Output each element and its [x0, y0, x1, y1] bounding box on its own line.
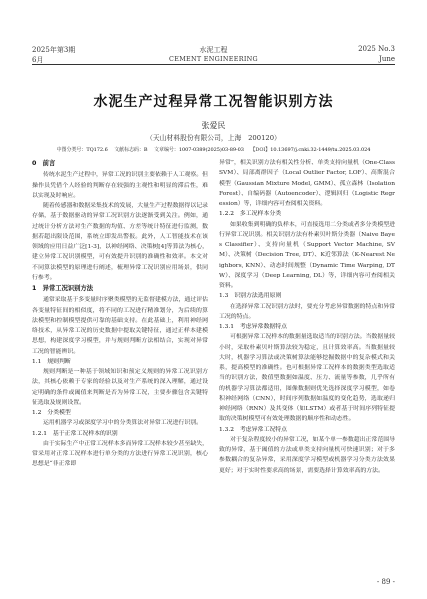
body-paragraph: 规则判断是一种基于领域知识和预定义规则的异常工况识别方法，其核心依赖于专家的经验以及对生产系统的深入理解，通过设定明确的条件或阈值来判断是否为异常工况，主要步骤包含关键特征选取及规则设置。: [32, 369, 208, 406]
article-affiliation: （天山材料股份有限公司，上海 200120）: [146, 134, 281, 142]
header-rule: [32, 64, 395, 65]
section-heading: 1.2.1 基于正常工况样本的识别: [32, 430, 118, 437]
month-en: June: [379, 55, 395, 63]
article-author: 张爱民: [201, 121, 226, 130]
section-heading: 1 异常工况识别方法: [32, 285, 94, 292]
article-id-value: 1007-0389(2025)03-89-03: [178, 147, 244, 153]
journal-name-en: CEMENT ENGINEERING: [169, 55, 258, 63]
body-paragraph: 对于复杂程度较小的异常工况，如某个单一参数超出正常范围导致的异常，基于阈值的方法或单类支持向量机可快速识别；对于多参数耦合的复杂异常，采用深度学习模型或机器学习分类方法效果更好；对于实时性要求高的场景，需要选择计算效率高的方法。: [219, 436, 395, 474]
section-heading: 1.3.1 考虑异常数据特点: [219, 324, 288, 330]
page-number: - 89 -: [376, 578, 395, 586]
journal-name-cn: 水泥工程: [199, 46, 228, 54]
body-paragraph: 如果收集到明确的负样本，可直接选用二分类或者多分类模型进行异常工况识别。相关识别方法有朴素贝叶斯分类器（Naive Bayes Classifier）、支持向量机（Support Vector Machine, SVM）、决策树（Decision Tree, DT）、K近邻算法（K-Nearest Neighbors, KNN）、动态时间规整（Dynamic Time Warping, DTW）、深度学习（Deep Learning, DL）等，详细内容可查阅相关资料。: [219, 221, 395, 289]
section-heading: 1.2 分类模型: [32, 410, 71, 416]
body-paragraph: 异常”，相关识别方法有相关性分析、单类支持向量机（One-Class SVM）、局部离群因子（Local Outlier Factor, LOF）、高斯混合模型（Gaussian Mixture Model, GMM）、孤立森林（Isolation Forest）、自编码器（Autoencoder）、逻辑回归（Logistic Regression）等，详细内容可查阅相关资料。: [219, 160, 395, 207]
article-title: 水泥生产过程异常工况智能识别方法: [93, 94, 334, 110]
body-paragraph: 在选择异常工况识别方法时，要充分考虑异常数据的特点和异常工况的特点。: [219, 303, 395, 320]
doc-code-value: B: [143, 147, 148, 153]
body-paragraph: 运用机器学习或深度学习中的分类算法对异常工况进行识别。: [43, 420, 203, 427]
body-paragraph: 随着传感器和数据采集技术的发展，大量生产过程数据得以记录存储，基于数据驱动的异常工况识别方法逐渐受到关注。例如，通过统计分析方法对生产数据的均值、方差等统计特征进行监测，数据若超出限设范围，系统立即发出警报。此外，人工智能技术在该领域的应用日益广泛[1-3]，以神经网络、决策树[4]等算法为核心，建立异常工况识别模型，可有效提升识别的准确性和效率。本文对不同算法模型的原理进行阐述，梳理异常工况识别应用场景，供同行参考。: [32, 203, 208, 281]
doi-value: 10.13697/j.cnki.32-1449/tu.2025.03.024: [270, 147, 371, 153]
body-paragraph: 传统水泥生产过程中，异常工况的识别主要依赖于人工观察。但操作员凭借个人经验的判断存在较强的主观性和明显的滞后性，难以实现及时响应。: [32, 172, 208, 199]
month-cn: 6月: [32, 56, 44, 64]
running-header: [0, 0, 427, 64]
section-heading: 1.1 规则判断: [32, 358, 71, 365]
left-column: [32, 158, 208, 470]
body-paragraph: 由于实际生产中正常工况样本多而异常工况样本较少甚至缺失，常采用对正常工况样本进行单分类的方法进行异常工况识别，核心思想是“非正常即: [32, 440, 208, 468]
section-heading: 1.2.2 多工况样本分类: [219, 211, 282, 218]
body-paragraph: 通常采取基于多变量时序聚类模型的无监督建模方法，通过评估各变量特征间的相似度，将不同的工况进行精准划分，为后续的算法模型和控制模型提供可靠的基础支持。在此基础上，利用神经网络技术，从异常工况的历史数据中提取关键特征，通过正样本建模思想，构建深度学习模型，并与规则判断方法相结合，实现对异常工况的智能辨识。: [32, 297, 208, 355]
body-paragraph: 可根据异常工况样本的数据量选取适当的识别方法。当数据量较小时，采取朴素贝叶斯算法较为稳定，且计算效率高。当数据量较大时，机器学习算法或决策树算法能够挖掘数据中的复杂模式和关系，提高模型的准确性。也可根据异常工况样本的数据类型选取适当的识别方法，数值型数据如温度、压力、流量等参数，几乎所有的机器学习算法都适用，图像数据则优先选择深度学习模型，如卷积神经网络（CNN），时间序列数据如温度的变化趋势，选取递归神经网络（RNN）及其变体（如LSTM）或者基于时间序列特征提取的决策树模型可有效处理数据的顺序性和动态性。: [219, 334, 395, 423]
issue-en: 2025 No.3: [358, 45, 395, 53]
doi-label: 【DOI】: [250, 147, 271, 153]
section-heading: 0 前言: [32, 160, 56, 167]
clc-label: 中图分类号：: [56, 147, 87, 153]
right-column: [219, 158, 395, 476]
article-id-label: 文章编号：: [154, 147, 179, 153]
issue-cn: 2025年第3期: [32, 46, 76, 54]
section-heading: 1.3.2 考虑异常工况特点: [219, 426, 288, 433]
clc-value: TQ172.6: [86, 147, 108, 153]
article-meta: [32, 146, 395, 153]
doc-code-label: 文献标志码：: [114, 147, 144, 153]
section-heading: 1.3 识别方法选用原则: [219, 293, 282, 300]
